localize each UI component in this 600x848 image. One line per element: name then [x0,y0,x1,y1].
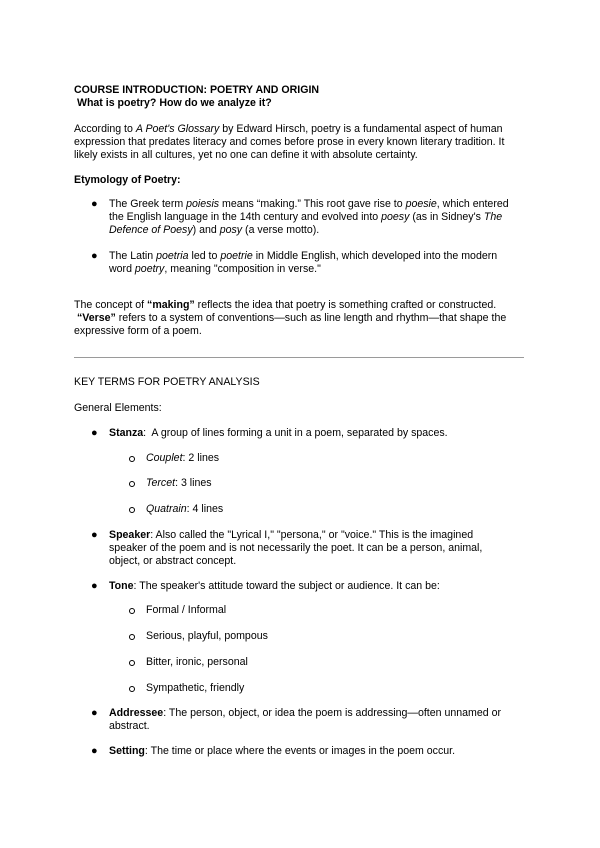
stanza-sub-quatrain: Quatrain: 4 lines [146,503,224,515]
bullet-icon: ● [91,745,98,757]
term-stanza: Stanza: A group of lines forming a unit in a poem, separated by spaces. [109,427,448,439]
intro-text-2: by Edward Hirsch, poetry is a fundamental aspect of human [219,123,503,135]
horizontal-divider [74,357,524,358]
concept-line-3: expressive form of a poem. [74,325,202,337]
term-speaker-line-1: Speaker: Also called the "Lyrical I," "persona," or "voice." This is the imagined [109,529,474,541]
circle-bullet-icon [129,634,135,640]
bullet-icon: ● [91,427,98,439]
circle-bullet-icon [129,660,135,666]
tone-option: Bitter, ironic, personal [146,656,248,668]
key-terms-heading: KEY TERMS FOR POETRY ANALYSIS [74,376,260,388]
book-title: A Poet's Glossary [135,123,220,135]
tone-option: Serious, playful, pompous [146,630,268,642]
bullet-icon: ● [91,198,98,210]
term-tone: Tone: The speaker's attitude toward the subject or audience. It can be: [109,580,440,592]
etymology-item-1-line-3: Defence of Poesy) and posy (a verse motto). [109,224,320,236]
term-speaker-line-3: object, or abstract concept. [109,555,237,567]
course-heading: COURSE INTRODUCTION: POETRY AND ORIGIN [74,84,320,96]
stanza-sub-couplet: Couplet: 2 lines [146,452,220,464]
stanza-sub-tercet: Tercet: 3 lines [146,477,212,489]
etymology-item-2-line-1: The Latin poetria led to poetrie in Middle English, which developed into the modern [109,250,498,262]
term-speaker-line-2: speaker of the poem and is not necessarily the poet. It can be a person, animal, [109,542,483,554]
term-setting: Setting: The time or place where the events or images in the poem occur. [109,745,456,757]
circle-bullet-icon [129,481,135,487]
bullet-icon: ● [91,250,98,262]
intro-paragraph-line-1 [74,123,503,136]
intro-text-1: According to [74,123,136,135]
concept-line-2: “Verse” refers to a system of conventions—such as line length and rhythm—that shape the [76,312,507,324]
circle-bullet-icon [129,686,135,692]
etymology-item-1-line-1: The Greek term poiesis means “making.” This root gave rise to poesie, which entered [109,198,509,210]
etymology-item-1-line-2: the English language in the 14th century and evolved into poesy (as in Sidney's The [109,211,503,223]
concept-line-1: The concept of “making” reflects the idea that poetry is something crafted or constructed. [74,299,497,311]
intro-paragraph-line-2: expression that predates literacy and comes before prose in every known literary tradition. It [74,136,505,148]
tone-option: Formal / Informal [146,604,227,616]
general-elements-label: General Elements: [74,402,162,414]
tone-option: Sympathetic, friendly [146,682,245,694]
term-addressee-line-1: Addressee: The person, object, or idea the poem is addressing—often unnamed or [109,707,502,719]
bullet-icon: ● [91,529,98,541]
bullet-icon: ● [91,580,98,592]
bullet-icon: ● [91,707,98,719]
circle-bullet-icon [129,608,135,614]
term-addressee-line-2: abstract. [109,720,150,732]
etymology-item-2-line-2: word poetry, meaning "composition in verse." [109,263,321,275]
intro-paragraph-line-3: likely exists in all cultures, yet no one can define it with absolute certainty. [74,149,418,161]
etymology-heading: Etymology of Poetry: [74,174,181,186]
circle-bullet-icon [129,456,135,462]
course-subheading: What is poetry? How do we analyze it? [74,97,272,109]
circle-bullet-icon [129,507,135,513]
